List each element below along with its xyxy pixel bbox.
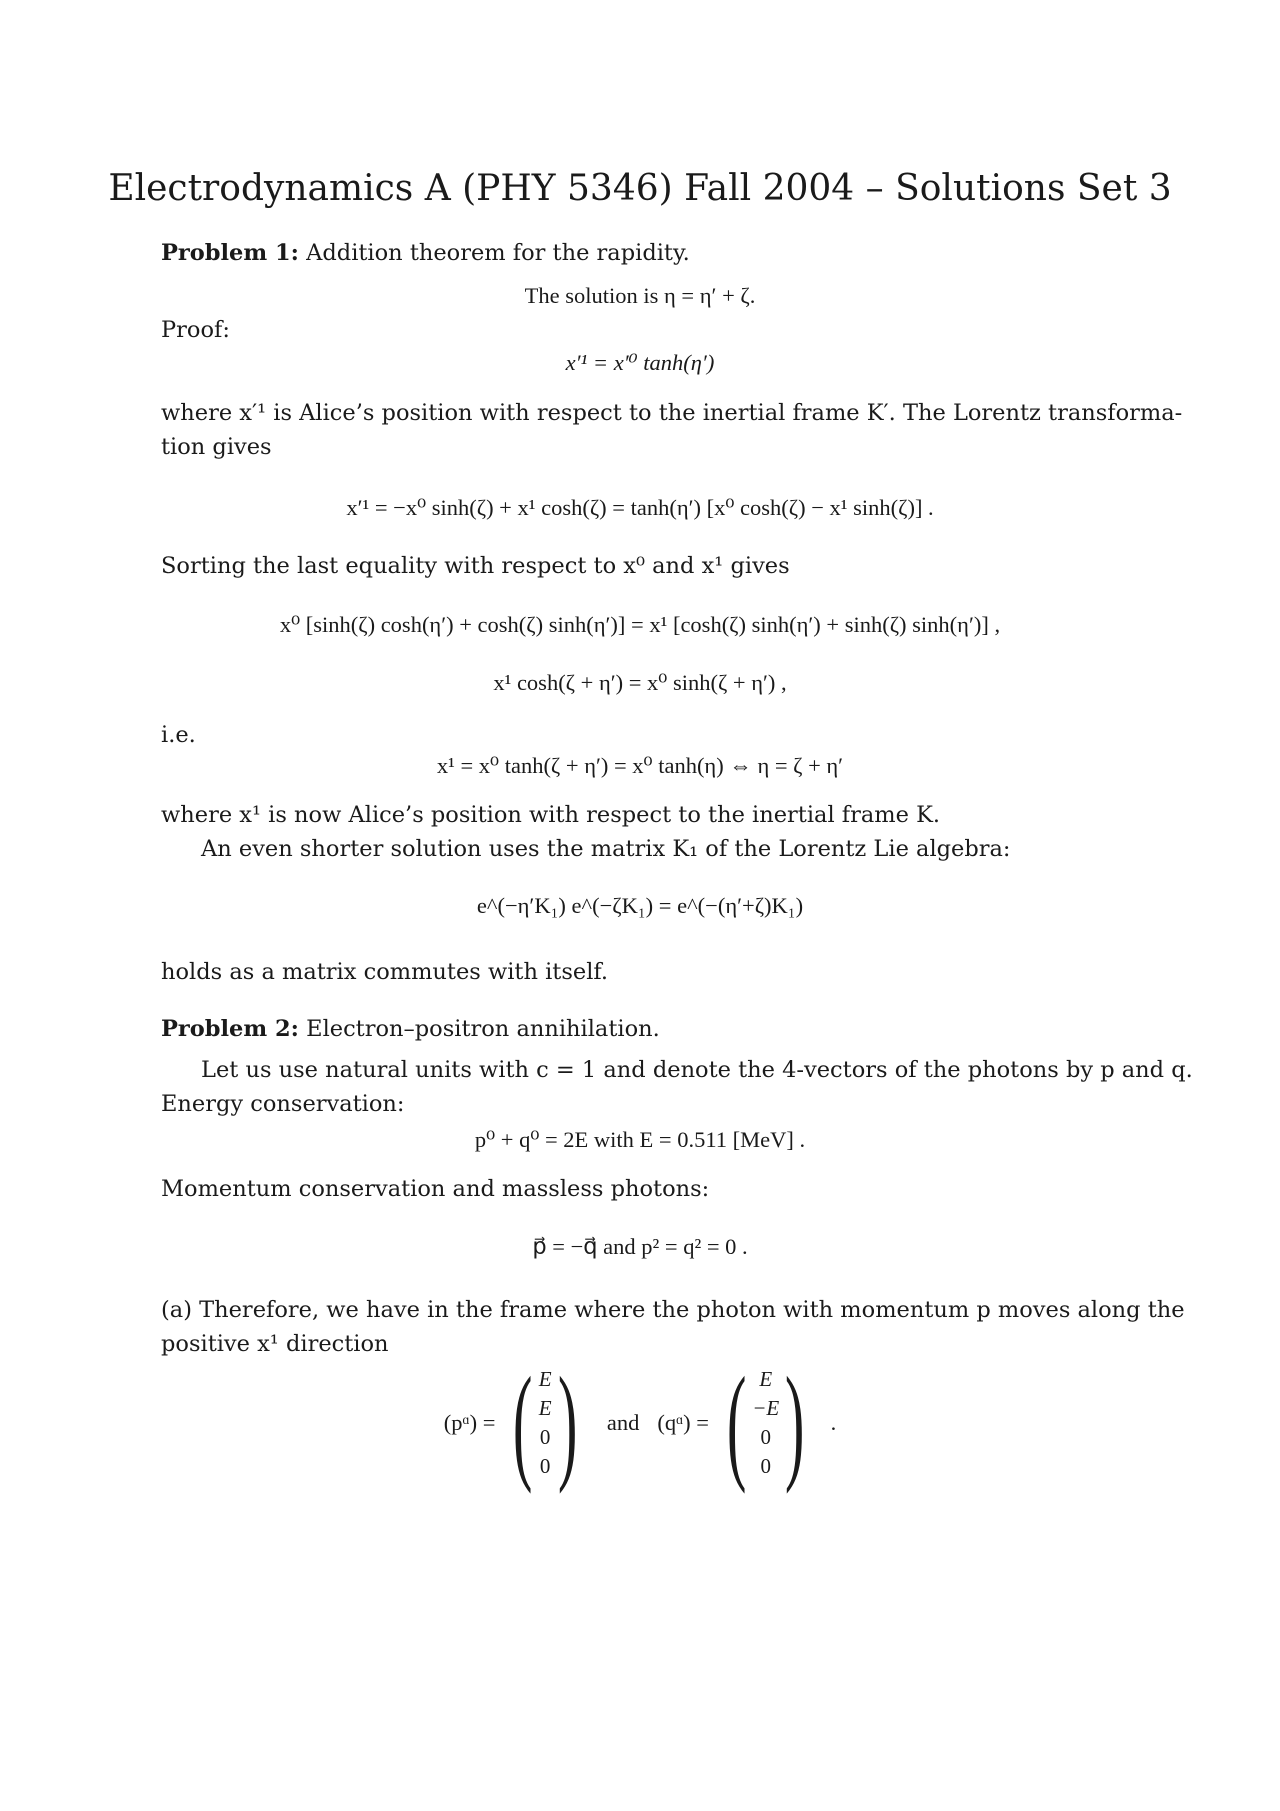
p2-text-5: positive x¹ direction	[161, 1331, 389, 1357]
q-vector-entry: −E	[752, 1396, 780, 1420]
q-vector-label: (qᵅ) =	[657, 1410, 709, 1435]
p-vector-column	[539, 1365, 552, 1481]
equation-3: x⁰ [sinh(ζ) cosh(η′) + cosh(ζ) sinh(η′)] = x¹ [cosh(ζ) sinh(η′) + sinh(ζ) sinh(η′)] ,	[279, 612, 1001, 637]
solution-line: The solution is η = η′ + ζ.	[524, 283, 756, 308]
p1-text-4: An even shorter solution uses the matrix K₁ of the Lorentz Lie algebra:	[201, 836, 1011, 862]
vector-equation	[0, 1348, 1280, 1498]
problem-1-label: Problem 1:	[161, 240, 299, 266]
left-paren-icon: (	[513, 1351, 533, 1495]
equation-end: .	[830, 1410, 837, 1435]
p-vector-label: (pᵅ) =	[443, 1410, 496, 1435]
right-paren-icon: )	[785, 1351, 805, 1495]
problem-1-heading: Addition theorem for the rapidity.	[306, 240, 690, 266]
equation-5: x¹ = x⁰ tanh(ζ + η′) = x⁰ tanh(η) ⇔ η = ζ + η′	[436, 753, 844, 778]
p2-equation-2: p⃗ = −q⃗ and p² = q² = 0 .	[532, 1234, 748, 1259]
p-vector-entry: 0	[539, 1454, 551, 1478]
and-word: and	[606, 1410, 640, 1435]
left-paren-icon: (	[726, 1351, 747, 1495]
equation-4: x¹ cosh(ζ + η′) = x⁰ sinh(ζ + η′) ,	[493, 670, 787, 695]
equation-1: x′¹ = x′⁰ tanh(η′)	[565, 350, 715, 375]
p2-text-4: (a) Therefore, we have in the frame where the photon with momentum p moves along the	[161, 1297, 1185, 1323]
right-paren-icon: )	[557, 1351, 577, 1495]
q-vector-column	[752, 1365, 779, 1481]
p2-equation-1: p⁰ + q⁰ = 2E with E = 0.511 [MeV] .	[474, 1127, 806, 1152]
problem-1-header	[161, 236, 690, 270]
equation-6: e^(−η′K₁) e^(−ζK₁) = e^(−(η′+ζ)K₁)	[476, 893, 804, 918]
problem-2-label: Problem 2:	[161, 1016, 299, 1042]
p2-text-2: Energy conservation:	[161, 1091, 405, 1117]
equation-2: x′¹ = −x⁰ sinh(ζ) + x¹ cosh(ζ) = tanh(η′) [x⁰ cosh(ζ) − x¹ sinh(ζ)] .	[346, 495, 934, 520]
p2-text-3: Momentum conservation and massless photons:	[161, 1176, 710, 1202]
ie-label: i.e.	[161, 722, 196, 748]
p2-text-1: Let us use natural units with c = 1 and denote the 4-vectors of the photons by p and q.	[201, 1057, 1193, 1083]
proof-label: Proof:	[161, 317, 230, 343]
q-vector-entry: 0	[760, 1425, 772, 1449]
q-vector-matrix	[715, 1351, 817, 1495]
p-vector-entry: E	[538, 1396, 552, 1420]
p-vector-entry: 0	[539, 1425, 551, 1449]
p1-text-5: holds as a matrix commutes with itself.	[161, 959, 609, 985]
p1-text-2: Sorting the last equality with respect to x⁰ and x¹ gives	[161, 553, 790, 579]
p1-text-1b: tion gives	[161, 434, 272, 460]
p-vector-matrix	[501, 1351, 588, 1495]
problem-2-heading: Electron–positron annihilation.	[306, 1016, 660, 1042]
problem-2-header	[161, 1012, 660, 1046]
q-vector-entry: 0	[760, 1454, 772, 1478]
q-vector-entry: E	[759, 1367, 773, 1391]
p1-text-3: where x¹ is now Alice’s position with respect to the inertial frame K.	[161, 802, 941, 828]
p-vector-entry: E	[538, 1367, 552, 1391]
p1-text-1: where x′¹ is Alice’s position with respect to the inertial frame K′. The Lorentz transforma-	[161, 400, 1183, 426]
page-title: Electrodynamics A (PHY 5346) Fall 2004 – Solutions Set 3	[108, 168, 1172, 209]
